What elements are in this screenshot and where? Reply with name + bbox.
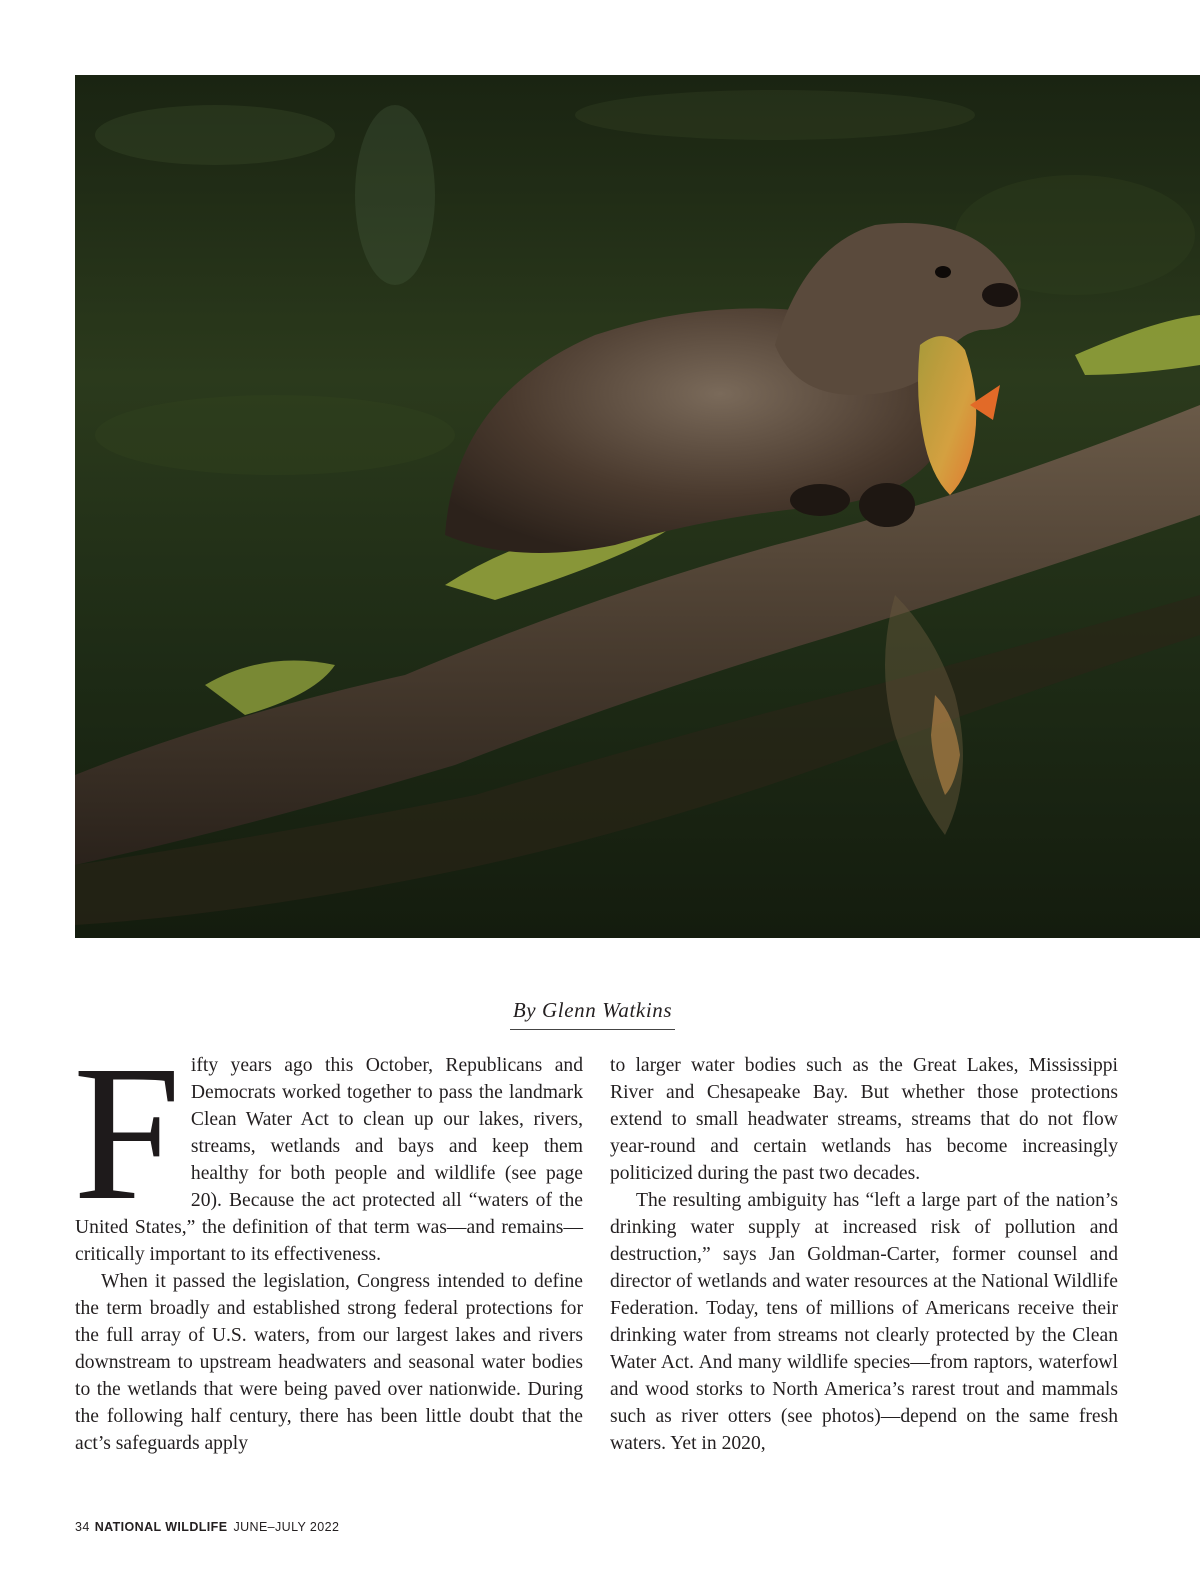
article-paragraph-3: to larger water bodies such as the Great Lakes, Mississippi River and Chesapeake Bay. But whether those protections extend to small headwater streams, streams that do not flow year-round and certain wetlands has become increasingly politicized during the past two decades. xyxy=(610,1055,1118,1184)
byline: By Glenn Watkins xyxy=(510,998,675,1030)
otter-photo xyxy=(75,75,1200,938)
article-paragraph-4: The resulting ambiguity has “left a large part of the nation’s drinking water supply at increased risk of pollution and destruction,” says Jan Goldman-Carter, former counsel and director of wetlands and water resources at the National Wildlife Federation. Today, tens of millions of Americans receive their drinking water from streams not clearly protected by the Clean Water Act. And many wildlife species—from raptors, waterfowl and wood storks to North America’s rarest trout and mammals such as river otters (see photos)—depend on the same fresh waters. Yet in 2020, xyxy=(610,1190,1118,1454)
otter-illustration xyxy=(75,75,1200,938)
article-column-right xyxy=(610,1052,1118,1457)
article-column-left xyxy=(73,1025,583,1457)
paragraph-1-text: ifty years ago this October, Republicans and Democrats worked together to pass the landmark Clean Water Act to clean up our lakes, rivers, streams, wetlands and bays and keep them healthy for both people and wildlife (see page 20). Because the act protected all “waters of the United States,” the definition of that term was—and remains—critically important to its effectiveness. xyxy=(75,1055,583,1265)
page-footer xyxy=(75,1520,339,1534)
drop-cap: F xyxy=(73,1025,181,1240)
page-number: 34 xyxy=(75,1520,90,1534)
publication-name: NATIONAL WILDLIFE xyxy=(94,1520,228,1534)
issue-date: JUNE–JULY 2022 xyxy=(233,1520,340,1534)
article-paragraph-2: When it passed the legislation, Congress intended to define the term broadly and established strong federal protections for the full array of U.S. waters, from our largest lakes and rivers downstream to upstream headwaters and seasonal water bodies to the wetlands that were being paved over nationwide. During the following half century, there has been little doubt that the act’s safeguards apply xyxy=(75,1271,583,1454)
article-paragraph-1 xyxy=(73,1025,583,1268)
